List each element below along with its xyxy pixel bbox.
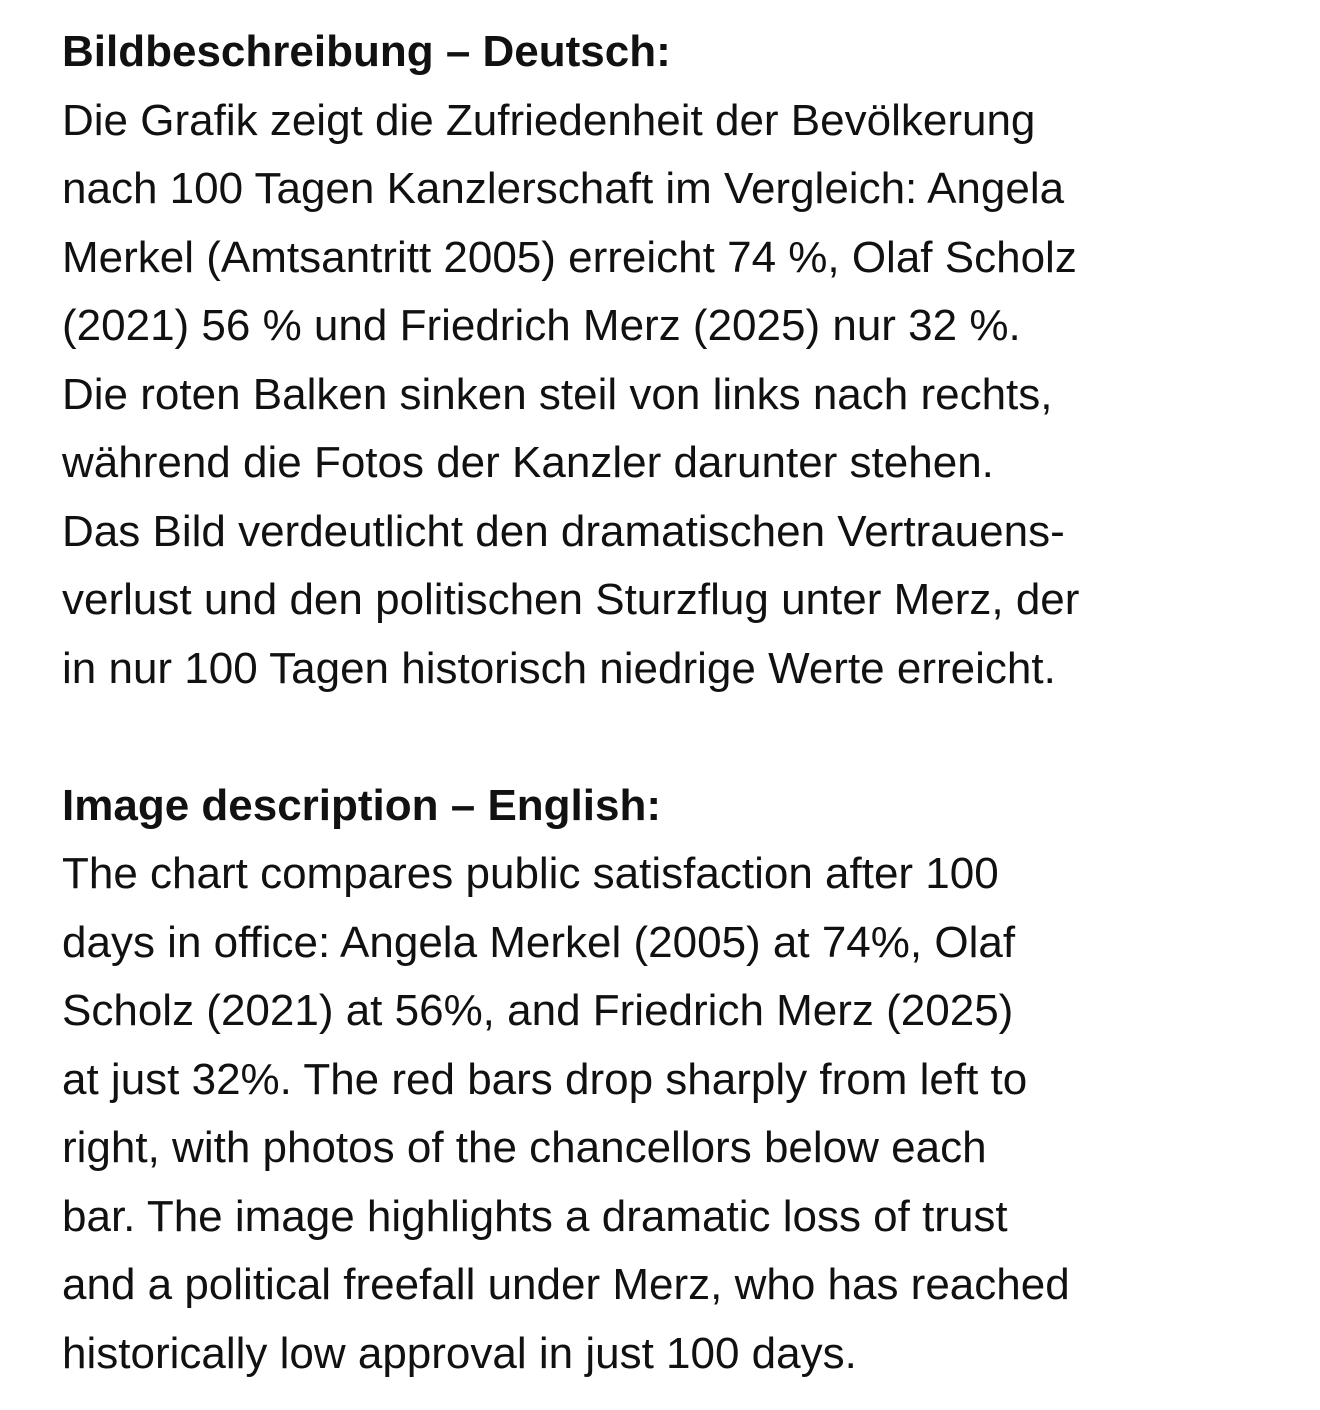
paragraph-line: in nur 100 Tagen historisch niedrige Werte erreicht. xyxy=(62,643,1056,693)
paragraph-line: historically low approval in just 100 days. xyxy=(62,1328,857,1378)
paragraph-line: right, with photos of the chancellors below each xyxy=(62,1123,987,1172)
paragraph-line: and a political freefall under Merz, who has reached xyxy=(62,1260,1070,1309)
section-english xyxy=(62,772,1282,1389)
document-body xyxy=(62,18,1282,1388)
section-heading: Image description – English: xyxy=(62,780,662,830)
paragraph-line: Das Bild verdeutlicht den dramatischen Vertrauens- xyxy=(62,506,1065,556)
paragraph-line: days in office: Angela Merkel (2005) at 74%, Olaf xyxy=(62,917,1016,967)
paragraph-line: The chart compares public satisfaction after 100 xyxy=(62,849,999,898)
paragraph-line: während die Fotos der Kanzler darunter stehen. xyxy=(62,438,994,487)
paragraph-line: nach 100 Tagen Kanzlerschaft im Vergleich: Angela xyxy=(62,164,1065,213)
section-heading: Bildbeschreibung – Deutsch: xyxy=(62,27,671,76)
paragraph-line: bar. The image highlights a dramatic loss of trust xyxy=(62,1191,1008,1241)
paragraph-line: Die Grafik zeigt die Zufriedenheit der Bevölkerung xyxy=(62,95,1036,145)
paragraph-line: at just 32%. The red bars drop sharply from left to xyxy=(62,1054,1028,1104)
paragraph-line: (2021) 56 % und Friedrich Merz (2025) nur 32 %. xyxy=(62,301,1021,350)
paragraph-line: verlust und den politischen Sturzflug unter Merz, der xyxy=(62,575,1080,624)
section-german xyxy=(62,18,1282,703)
paragraph-line: Merkel (Amtsantritt 2005) erreicht 74 %, Olaf Scholz xyxy=(62,232,1077,282)
paragraph-line: Scholz (2021) at 56%, and Friedrich Merz (2025) xyxy=(62,986,1014,1035)
paragraph-line: Die roten Balken sinken steil von links nach rechts, xyxy=(62,369,1053,419)
